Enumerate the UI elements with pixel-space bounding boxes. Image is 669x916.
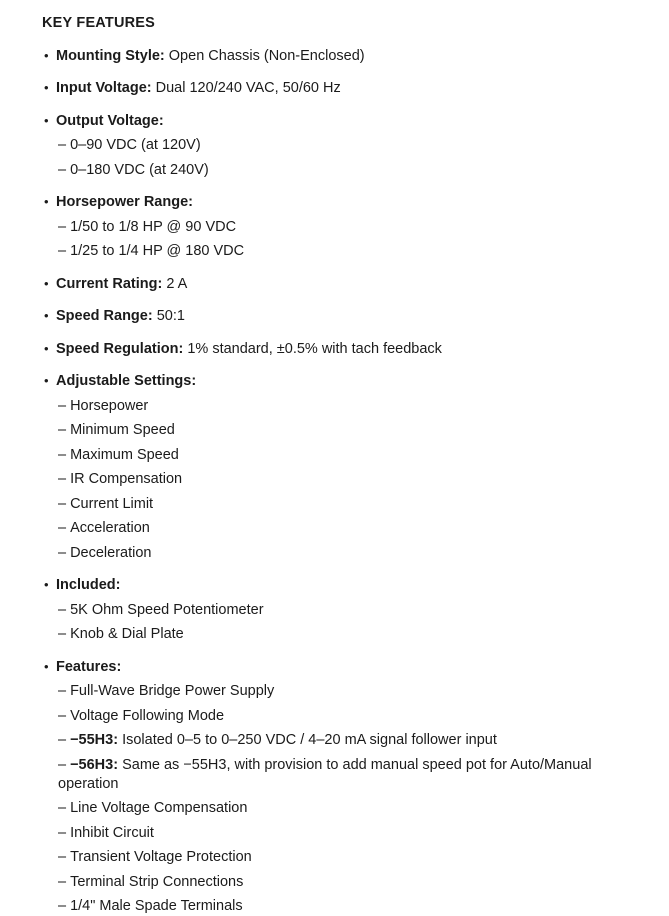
dash-icon: – (58, 397, 66, 416)
dash-icon: – (58, 470, 66, 489)
subitem-text: Transient Voltage Protection (70, 849, 252, 865)
dash-icon: – (58, 848, 66, 867)
feature-subitem (42, 519, 649, 538)
feature-text: Open Chassis (Non-Enclosed) (169, 48, 365, 64)
feature-subitem (42, 446, 649, 465)
feature-text: 1% standard, ±0.5% with tach feedback (187, 341, 442, 357)
dash-icon: – (58, 799, 66, 818)
feature-subitem (42, 848, 649, 867)
subitem-text: Acceleration (70, 520, 150, 536)
subitem-text: 5K Ohm Speed Potentiometer (70, 602, 263, 618)
bullet-icon: • (44, 371, 49, 390)
feature-subitem (42, 136, 649, 155)
feature-text: 50:1 (157, 308, 185, 324)
feature-subitem (42, 756, 649, 794)
feature-subitem (42, 495, 649, 514)
bullet-icon: • (44, 575, 49, 594)
subitem-label: −55H3: (70, 732, 118, 748)
feature-subitem (42, 824, 649, 843)
feature-item (42, 371, 649, 391)
feature-label: Features: (56, 659, 121, 675)
bullet-icon: • (44, 274, 49, 293)
subitem-text: Terminal Strip Connections (70, 874, 243, 890)
dash-icon: – (58, 707, 66, 726)
subitem-text: Horsepower (70, 398, 148, 414)
subitem-text: Voltage Following Mode (70, 708, 224, 724)
feature-subitem (42, 873, 649, 892)
dash-icon: – (58, 731, 66, 750)
section-heading: KEY FEATURES (42, 14, 649, 33)
subitem-text: Full-Wave Bridge Power Supply (70, 683, 274, 699)
dash-icon: – (58, 421, 66, 440)
subitem-label: −56H3: (70, 757, 118, 773)
subitem-text: Deceleration (70, 545, 151, 561)
feature-subitem (42, 218, 649, 237)
dash-icon: – (58, 682, 66, 701)
subitem-text: 1/50 to 1/8 HP @ 90 VDC (70, 219, 236, 235)
key-features-list (42, 46, 649, 916)
bullet-icon: • (44, 306, 49, 325)
feature-item (42, 78, 649, 98)
dash-icon: – (58, 897, 66, 916)
subitem-text: 1/4" Male Spade Terminals (70, 898, 243, 914)
dash-icon: – (58, 218, 66, 237)
subitem-text: Inhibit Circuit (70, 825, 154, 841)
feature-label: Adjustable Settings: (56, 373, 196, 389)
feature-sub-list (42, 397, 649, 563)
subitem-text: Minimum Speed (70, 422, 175, 438)
feature-subitem (42, 799, 649, 818)
bullet-icon: • (44, 657, 49, 676)
feature-label: Mounting Style: (56, 48, 165, 64)
feature-item (42, 657, 649, 677)
feature-subitem (42, 161, 649, 180)
dash-icon: – (58, 873, 66, 892)
feature-item (42, 111, 649, 131)
feature-label: Output Voltage: (56, 113, 164, 129)
bullet-icon: • (44, 192, 49, 211)
dash-icon: – (58, 601, 66, 620)
feature-subitem (42, 397, 649, 416)
subitem-text: Isolated 0–5 to 0–250 VDC / 4–20 mA signal follower input (122, 732, 497, 748)
dash-icon: – (58, 495, 66, 514)
feature-subitem (42, 544, 649, 563)
dash-icon: – (58, 161, 66, 180)
feature-subitem (42, 421, 649, 440)
bullet-icon: • (44, 78, 49, 97)
feature-subitem (42, 601, 649, 620)
feature-subitem (42, 682, 649, 701)
bullet-icon: • (44, 46, 49, 65)
feature-subitem (42, 897, 649, 916)
feature-label: Speed Regulation: (56, 341, 183, 357)
dash-icon: – (58, 625, 66, 644)
dash-icon: – (58, 519, 66, 538)
feature-subitem (42, 242, 649, 261)
subitem-text: Same as −55H3, with provision to add manual speed pot for Auto/Manual operation (58, 757, 592, 792)
feature-item (42, 192, 649, 212)
dash-icon: – (58, 136, 66, 155)
subitem-text: 0–90 VDC (at 120V) (70, 137, 201, 153)
dash-icon: – (58, 446, 66, 465)
dash-icon: – (58, 756, 66, 775)
feature-label: Horsepower Range: (56, 194, 193, 210)
feature-item (42, 339, 649, 359)
feature-subitem (42, 470, 649, 489)
feature-item (42, 575, 649, 595)
feature-item (42, 46, 649, 66)
dash-icon: – (58, 824, 66, 843)
feature-subitem (42, 731, 649, 750)
feature-sub-list (42, 136, 649, 180)
feature-label: Input Voltage: (56, 80, 152, 96)
subitem-text: Maximum Speed (70, 447, 179, 463)
bullet-icon: • (44, 339, 49, 358)
feature-label: Included: (56, 577, 120, 593)
feature-subitem (42, 625, 649, 644)
feature-subitem (42, 707, 649, 726)
dash-icon: – (58, 242, 66, 261)
feature-sub-list (42, 218, 649, 262)
subitem-text: IR Compensation (70, 471, 182, 487)
subitem-text: Knob & Dial Plate (70, 626, 184, 642)
feature-sub-list (42, 601, 649, 645)
feature-label: Current Rating: (56, 276, 162, 292)
subitem-text: 1/25 to 1/4 HP @ 180 VDC (70, 243, 244, 259)
subitem-text: Current Limit (70, 496, 153, 512)
feature-sub-list (42, 682, 649, 916)
subitem-text: 0–180 VDC (at 240V) (70, 162, 209, 178)
dash-icon: – (58, 544, 66, 563)
feature-item (42, 274, 649, 294)
feature-text: 2 A (166, 276, 187, 292)
feature-text: Dual 120/240 VAC, 50/60 Hz (156, 80, 341, 96)
subitem-text: Line Voltage Compensation (70, 800, 247, 816)
bullet-icon: • (44, 111, 49, 130)
feature-label: Speed Range: (56, 308, 153, 324)
feature-item (42, 306, 649, 326)
